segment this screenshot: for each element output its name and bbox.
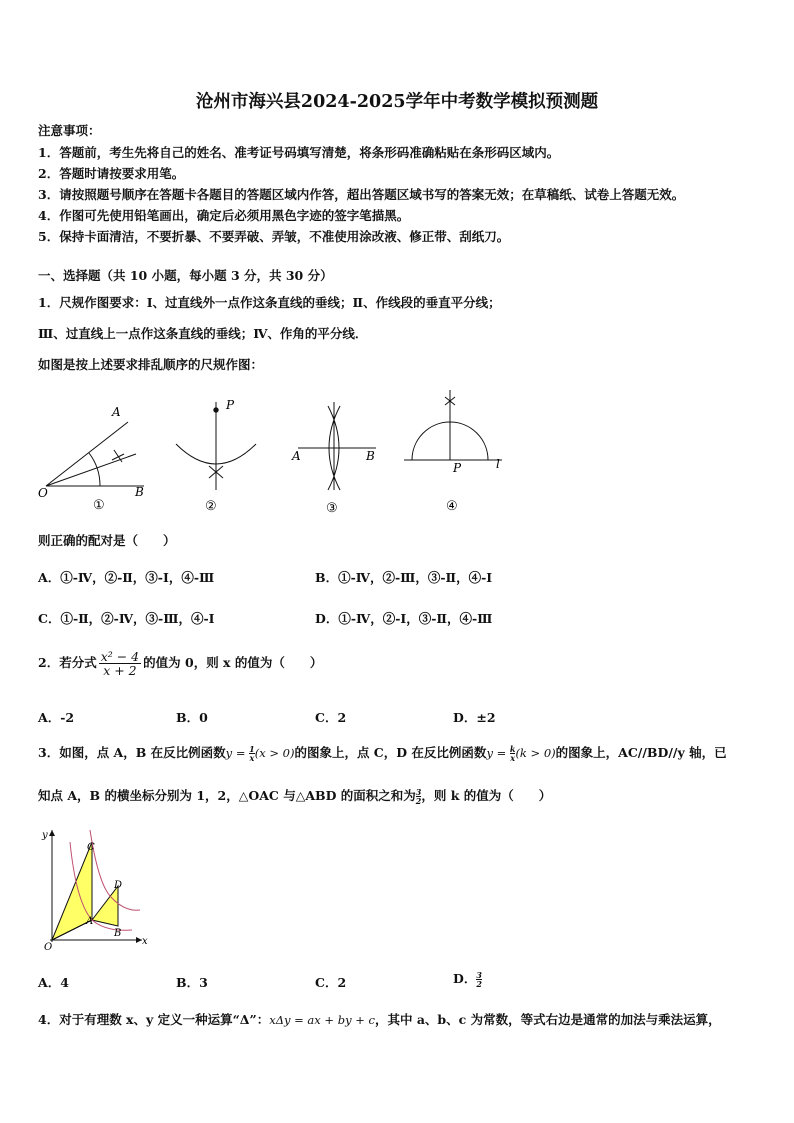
q1-option-a[interactable]: A．①-Ⅳ，②-Ⅱ，③-Ⅰ，④-Ⅲ (38, 570, 215, 585)
q3-text-line2 (38, 786, 551, 805)
q3-text: 的图象上，AC//BD//y 轴，已 (555, 745, 727, 760)
q2-fraction (99, 650, 141, 677)
q1-option-d[interactable]: D．①-Ⅳ，②-Ⅰ，③-Ⅱ，④-Ⅲ (315, 611, 493, 626)
notice-heading: 注意事项： (38, 123, 101, 138)
q1-text: 如图是按上述要求排乱顺序的尺规作图： (38, 357, 264, 372)
q2-option-d[interactable]: D．±2 (453, 710, 496, 725)
q2-denominator: x + 2 (103, 663, 137, 678)
section-heading: 一、选择题（共 10 小题，每小题 3 分，共 30 分） (38, 268, 333, 283)
q2-suffix: 的值为 0，则 x 的值为（ ） (143, 655, 323, 670)
q2-option-c[interactable]: C．2 (315, 710, 347, 725)
q1-option-b[interactable]: B．①-Ⅳ，②-Ⅲ，③-Ⅱ，④-Ⅰ (315, 570, 493, 585)
notice-item: 5．保持卡面清洁，不要折暴、不要弄破、弄皱，不准使用涂改液、修正带、刮纸刀。 (38, 229, 510, 244)
q1-construction-figures (36, 386, 516, 518)
label-y: y (42, 830, 48, 841)
q3-option-d-fraction (476, 971, 482, 988)
label-A: A (86, 916, 94, 927)
q3-text: 知点 A，B 的横坐标分别为 1，2，△OAC 与△ABD 的面积之和为 (38, 788, 416, 803)
q3-option-d[interactable] (453, 969, 482, 988)
figure-2 (176, 402, 256, 490)
q3-area-num: 3 (415, 787, 422, 797)
label-x: x (142, 936, 148, 947)
q1-text: 1．尺规作图要求：Ⅰ、过直线外一点作这条直线的垂线；Ⅱ、作线段的垂直平分线； (38, 295, 501, 310)
label-P: P (226, 398, 235, 412)
figure-number: ④ (446, 499, 458, 514)
label-B: B (114, 928, 122, 939)
q3-func2-den: x (510, 753, 516, 763)
q1-option-c[interactable]: C．①-Ⅱ，②-Ⅳ，③-Ⅲ，④-Ⅰ (38, 611, 215, 626)
figure-number: ① (93, 498, 105, 513)
label-O: O (38, 486, 48, 500)
page-title: 沧州市海兴县2024-2025学年中考数学模拟预测题 (195, 92, 599, 112)
q4-text-part: 4．对于有理数 x、y 定义一种运算“Δ”： (38, 1012, 270, 1027)
q3-func2: y = (486, 746, 510, 760)
q3-func2-domain: (k > 0) (515, 746, 556, 760)
notice-item: 1．答题前，考生先将自己的姓名、准考证号码填写清楚，将条形码准确粘贴在条形码区域内。 (38, 145, 560, 160)
figure-number: ③ (326, 501, 338, 516)
q3-text: ，则 k 的值为（ ） (421, 788, 552, 803)
q3-text: 的图象上，点 C，D 在反比例函数 (294, 745, 487, 760)
q1-text: Ⅲ、过直线上一点作这条直线的垂线；Ⅳ、作角的平分线． (38, 326, 368, 341)
figure-4 (404, 390, 502, 460)
q3-func1-domain: (x > 0) (254, 746, 295, 760)
label-P: P (453, 461, 462, 475)
label-D: D (114, 880, 123, 891)
q3-option-a[interactable]: A．4 (38, 975, 69, 990)
label-A: A (292, 449, 301, 463)
figure-1 (46, 422, 144, 486)
label-B: B (366, 449, 375, 463)
label-l: l (496, 457, 500, 471)
q3-option-c[interactable]: C．2 (315, 975, 347, 990)
q3-option-d-den: 2 (476, 979, 482, 989)
label-A: A (112, 405, 121, 419)
q3-text-line1 (38, 743, 727, 762)
q2-text (38, 650, 322, 677)
q3-option-d-label: D． (453, 971, 477, 986)
q3-text: 3．如图，点 A，B 在反比例函数 (38, 745, 226, 760)
q2-numerator: x² − 4 (100, 649, 140, 664)
q2-prefix: 2．若分式 (38, 655, 97, 670)
q3-func1-den: x (249, 753, 255, 763)
q2-option-a[interactable]: A．-2 (38, 710, 75, 725)
q3-option-b[interactable]: B．3 (176, 975, 208, 990)
q4-formula: xΔy = ax + by + c (269, 1013, 375, 1027)
q3-graph-figure (40, 822, 160, 954)
q4-text-part: ，其中 a、b、c 为常数，等式右边是通常的加法与乘法运算， (374, 1012, 721, 1027)
q4-text (38, 1010, 721, 1028)
figure-3 (298, 402, 376, 490)
q2-option-b[interactable]: B．0 (176, 710, 208, 725)
notice-item: 3．请按照题号顺序在答题卡各题目的答题区域内作答，超出答题区域书写的答案无效；在草稿纸、试卷上答题无效。 (38, 187, 685, 202)
q3-func2-num: k (509, 744, 516, 754)
notice-item: 4．作图可先使用铅笔画出，确定后必须用黑色字迹的签字笔描黑。 (38, 208, 410, 223)
triangle-ABD (92, 886, 118, 926)
q3-func1: y = (225, 746, 250, 760)
q3-area-den: 2 (415, 796, 422, 806)
figure-number: ② (205, 499, 217, 514)
label-B: B (135, 485, 144, 499)
label-C: C (87, 842, 95, 853)
label-O: O (44, 942, 53, 953)
notice-item: 2．答题时请按要求用笔。 (38, 166, 185, 181)
q3-option-d-num: 3 (476, 970, 482, 980)
q3-func1-num: 1 (249, 744, 255, 754)
q1-question: 则正确的配对是（ ） (38, 533, 176, 548)
